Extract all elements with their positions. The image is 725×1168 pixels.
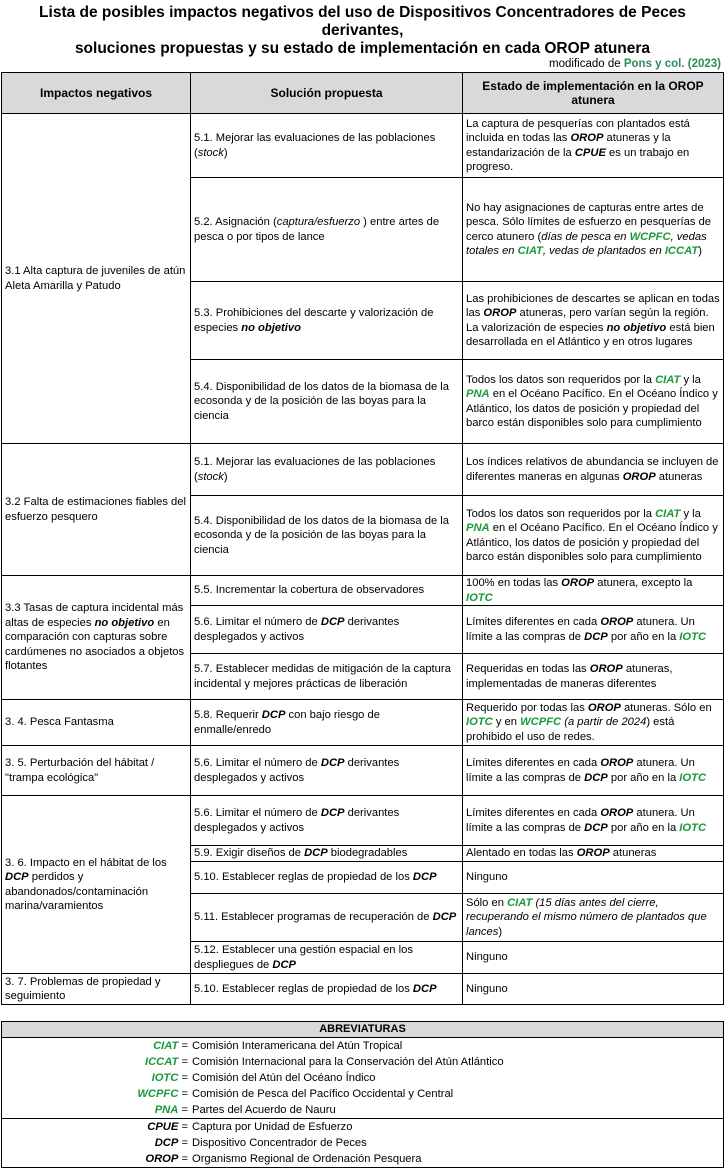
modified-note	[0, 58, 721, 72]
title-line-2: soluciones propuestas y su estado de implementación en cada OROP atunera	[74, 40, 651, 57]
abbr-value: Partes del Acuerdo de Nauru	[192, 1104, 336, 1116]
table-row	[2, 114, 724, 178]
solution-cell: 5.4. Disponibilidad de los datos de la biomasa de la ecosonda y de la posición de las boyas para la ciencia	[191, 360, 463, 444]
solution-cell: 5.6. Limitar el número de DCP derivantes desplegados y activos	[191, 746, 463, 796]
solution-cell: 5.4. Disponibilidad de los datos de la biomasa de la ecosonda y de la posición de las boyas para la ciencia	[191, 496, 463, 576]
solution-cell: 5.1. Mejorar las evaluaciones de las poblaciones (stock)	[191, 444, 463, 496]
abbr-value: Captura por Unidad de Esfuerzo	[192, 1121, 353, 1133]
impact-cell: 3. 4. Pesca Fantasma	[2, 700, 191, 746]
abbr-keys	[2, 1119, 188, 1167]
abbr-keys	[2, 1038, 188, 1118]
status-cell: Límites diferentes en cada OROP atunera. Un límite a las compras de DCP por año en la IOTC	[463, 606, 724, 654]
solution-cell: 5.10. Establecer reglas de propiedad de los DCP	[191, 974, 463, 1005]
header-row	[2, 73, 724, 114]
abbr-value: Comisión del Atún del Océano Índico	[192, 1072, 376, 1084]
impact-cell: 3.1 Alta captura de juveniles de atún Aleta Amarilla y Patudo	[2, 114, 191, 444]
modified-source: Pons y col. (2023)	[623, 58, 721, 70]
title-line-1: Lista de posibles impactos negativos del uso de Dispositivos Concentradores de Peces derivantes,	[39, 4, 686, 39]
status-cell: La captura de pesquerías con plantados está incluida en todas las OROP atuneras y la estandarización de la CPUE es un trabajo en progreso.	[463, 114, 724, 178]
status-cell: Todos los datos son requeridos por la CIAT y la PNA en el Océano Pacífico. En el Océano Índico y Atlántico, los datos de posición y propiedad del barco están disponibles solo para cumplimiento	[463, 360, 724, 444]
solution-cell: 5.1. Mejorar las evaluaciones de las poblaciones (stock)	[191, 114, 463, 178]
modified-prefix: modificado de	[549, 58, 624, 70]
status-cell: Ninguno	[463, 862, 724, 894]
solution-cell: 5.5. Incrementar la cobertura de observadores	[191, 576, 463, 606]
abbr-value: Comisión de Pesca del Pacífico Occidental y Central	[192, 1088, 454, 1100]
table-row	[2, 444, 724, 496]
abbr-key: CPUE =	[147, 1121, 188, 1133]
solution-cell: 5.6. Limitar el número de DCP derivantes desplegados y activos	[191, 796, 463, 846]
impact-cell: 3.2 Falta de estimaciones fiables del esfuerzo pesquero	[2, 444, 191, 576]
abbr-key: ICCAT =	[144, 1056, 188, 1068]
status-cell: Sólo en CIAT (15 días antes del cierre, recuperando el mismo número de plantados que lances)	[463, 894, 724, 942]
status-cell: Requeridas en todas las OROP atuneras, implementadas de maneras diferentes	[463, 654, 724, 700]
solution-cell: 5.8. Requerir DCP con bajo riesgo de enmalle/enredo	[191, 700, 463, 746]
abbreviations-organizations	[2, 1038, 723, 1118]
table-row	[2, 700, 724, 746]
impact-cell: 3. 7. Problemas de propiedad y seguimiento	[2, 974, 191, 1005]
abbr-key: WCPFC =	[137, 1088, 188, 1100]
status-cell: Requerido por todas las OROP atuneras. Sólo en IOTC y en WCPFC (a partir de 2024) está prohibido el uso de redes.	[463, 700, 724, 746]
status-cell: Límites diferentes en cada OROP atunera. Un límite a las compras de DCP por año en la IOTC	[463, 746, 724, 796]
abbr-key: CIAT =	[153, 1040, 188, 1052]
header-impacts: Impactos negativos	[2, 73, 191, 114]
status-cell: Ninguno	[463, 942, 724, 974]
abbr-value: Comisión Interamericana del Atún Tropical	[192, 1040, 403, 1052]
abbreviations-header: ABREVIATURAS	[2, 1022, 723, 1038]
solution-cell: 5.12. Establecer una gestión espacial en los despliegues de DCP	[191, 942, 463, 974]
impact-cell: 3.3 Tasas de captura incidental más altas de especies no objetivo en comparación con capturas sobre cardúmenes no asociados a objetos flotantes	[2, 576, 191, 700]
table-row	[2, 576, 724, 606]
abbr-value: Comisión Internacional para la Conservación del Atún Atlántico	[192, 1056, 504, 1068]
abbr-key: OROP =	[145, 1153, 188, 1165]
solution-cell: 5.9. Exigir diseños de DCP biodegradables	[191, 846, 463, 862]
abbr-key: IOTC =	[151, 1072, 188, 1084]
abbreviations-box	[1, 1021, 724, 1168]
status-cell: Todos los datos son requeridos por la CIAT y la PNA en el Océano Pacífico. En el Océano Índico y Atlántico, los datos de posición y propiedad del barco están disponibles solo para cumplimiento	[463, 496, 724, 576]
document-title	[0, 4, 725, 58]
status-cell: Alentado en todas las OROP atuneras	[463, 846, 724, 862]
impacts-table	[1, 72, 724, 1005]
solution-cell: 5.7. Establecer medidas de mitigación de la captura incidental y mejores prácticas de liberación	[191, 654, 463, 700]
table-row	[2, 746, 724, 796]
status-cell: Los índices relativos de abundancia se incluyen de diferentes maneras en algunas OROP atuneras	[463, 444, 724, 496]
abbr-value: Organismo Regional de Ordenación Pesquera	[192, 1153, 422, 1165]
solution-cell: 5.11. Establecer programas de recuperación de DCP	[191, 894, 463, 942]
abbr-value: Dispositivo Concentrador de Peces	[192, 1137, 367, 1149]
solution-cell: 5.3. Prohibiciones del descarte y valorización de especies no objetivo	[191, 282, 463, 360]
solution-cell: 5.6. Limitar el número de DCP derivantes desplegados y activos	[191, 606, 463, 654]
solution-cell: 5.10. Establecer reglas de propiedad de los DCP	[191, 862, 463, 894]
header-solution: Solución propuesta	[191, 73, 463, 114]
status-cell: No hay asignaciones de capturas entre artes de pesca. Sólo límites de esfuerzo en pesquerías de cerco atunero (días de pesca en WCPFC, vedas totales en CIAT, vedas de plantados en ICCAT)	[463, 178, 724, 282]
abbr-key: PNA =	[154, 1104, 188, 1116]
abbr-values	[188, 1038, 504, 1118]
table-row	[2, 974, 724, 1005]
impact-cell: 3. 6. Impacto en el hábitat de los DCP perdidos y abandonados/contaminación marina/varamientos	[2, 796, 191, 974]
impact-cell: 3. 5. Perturbación del hábitat / "trampa ecológica"	[2, 746, 191, 796]
abbreviations-terms	[2, 1118, 723, 1167]
status-cell: Ninguno	[463, 974, 724, 1005]
abbr-key: DCP =	[154, 1137, 188, 1149]
table-row	[2, 796, 724, 846]
status-cell: Límites diferentes en cada OROP atunera. Un límite a las compras de DCP por año en la IOTC	[463, 796, 724, 846]
abbr-values	[188, 1119, 421, 1167]
header-status: Estado de implementación en la OROP atunera	[463, 73, 724, 114]
status-cell: Las prohibiciones de descartes se aplican en todas las OROP atuneras, pero varían según la región. La valorización de especies no objetivo está bien desarrollada en el Atlántico y en otros lugares	[463, 282, 724, 360]
status-cell: 100% en todas las OROP atunera, excepto la IOTC	[463, 576, 724, 606]
solution-cell: 5.2. Asignación (captura/esfuerzo ) entre artes de pesca o por tipos de lance	[191, 178, 463, 282]
